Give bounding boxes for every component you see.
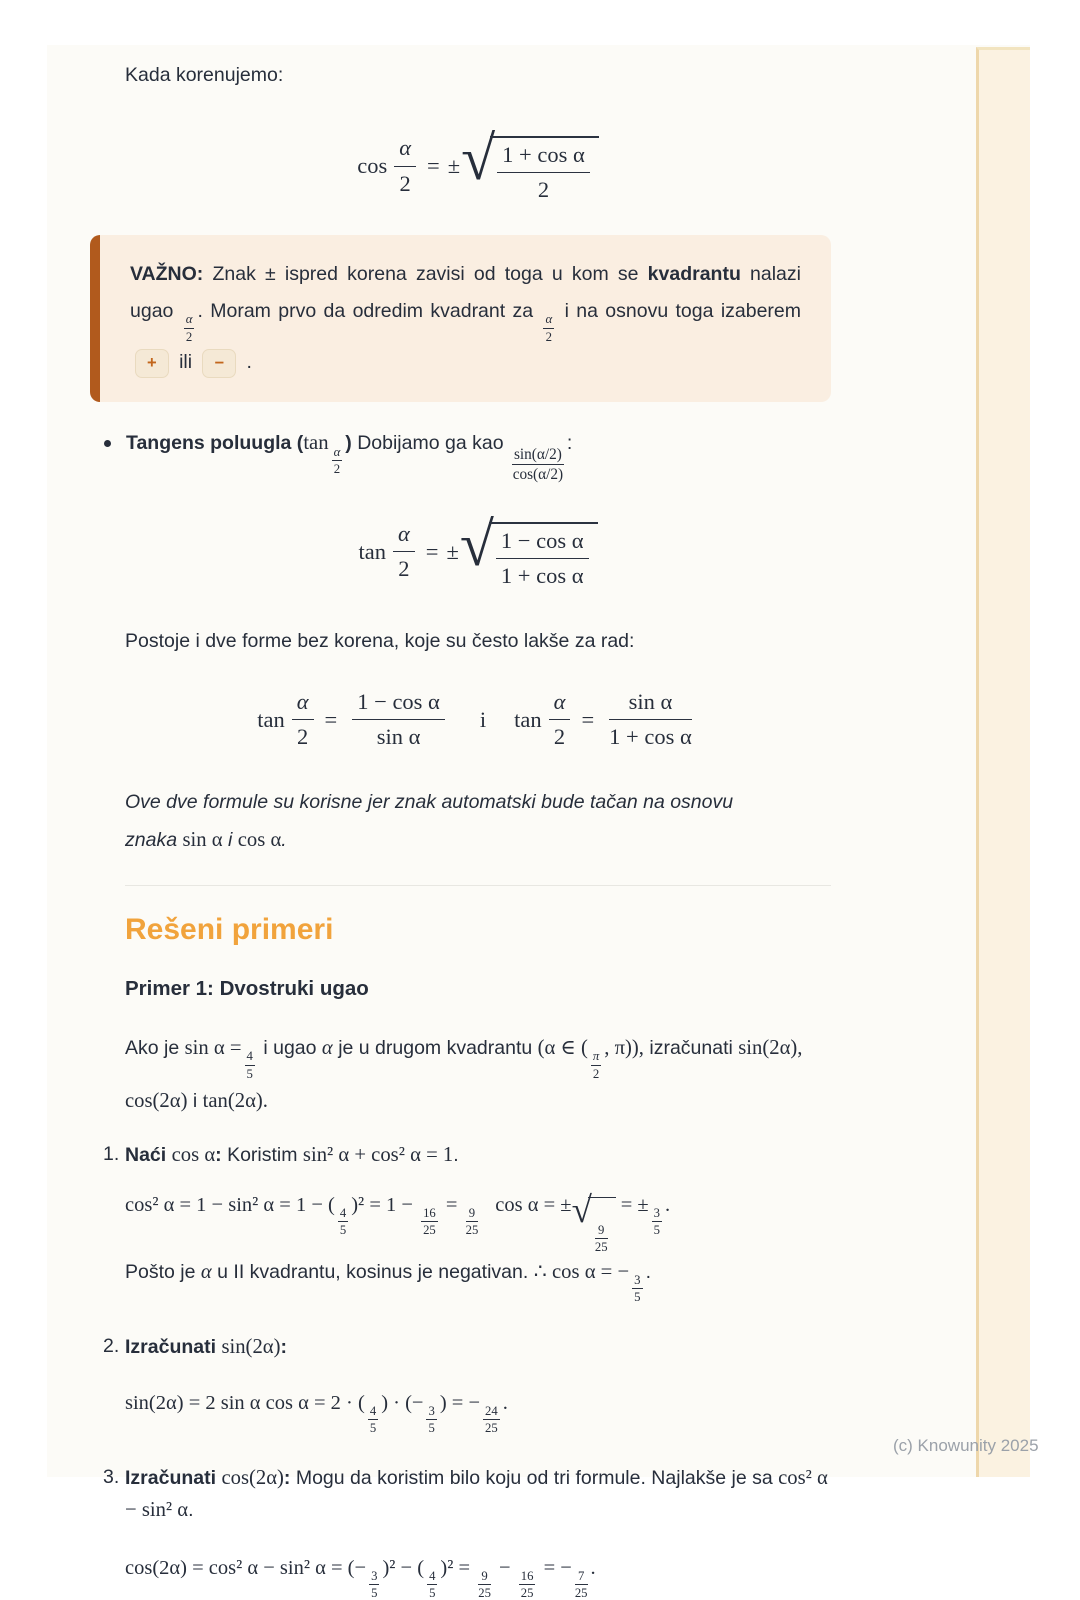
- radical-sign: √: [461, 124, 496, 193]
- step-formula: cos(2α) = cos² α − sin² α = (− $\frac{3}{5}$ )² − ( $\frac{4}{5}$ )² = $\frac{9}{25}$ − $\frac{16}{25}$ = − $\frac{7}{25}$ .: [125, 1556, 596, 1600]
- conjunction: i: [479, 706, 487, 732]
- step-formula: cos² α = 1 − sin² α = 1 − ( $\frac{4}{5}$ )² = 1 − $\frac{16}{25}$ = $\frac{9}{25}$ cos α = ± √ $\frac{9}{25}$ = ± $\frac{3}{5}$ .: [125, 1189, 671, 1255]
- section-title: Rešeni primeri: [125, 912, 334, 946]
- note-italic: Ove dve formule su korisne jer znak automatski bude tačan na osnovu znaka sin α i cos α.: [125, 790, 734, 851]
- formula-cos-half-angle: cos $\frac{\alpha}{2}$ = ± √ $\frac{\text{1 + cos α}}{2}$: [125, 123, 831, 209]
- fraction: $\frac{\alpha}{2}$: [393, 520, 415, 583]
- bullet-dot: [104, 440, 111, 447]
- side-stripe: [976, 47, 1030, 1477]
- step-number: 2.: [103, 1334, 120, 1357]
- step-2: [103, 1331, 831, 1436]
- footer-credit: (c) Knowunity 2025: [893, 1436, 1039, 1455]
- radical-sign: √: [571, 1189, 592, 1231]
- fraction: $\frac{\alpha}{2}$: [394, 134, 416, 197]
- bullet-tangens-poluugla: [125, 428, 831, 483]
- document-content: [103, 45, 831, 1600]
- formula-tan-half-angle: tan $\frac{\alpha}{2}$ = ± √ $\frac{\text{1 − cos α}}{\text{1 + cos α}}$: [125, 509, 831, 595]
- step-title: Izračunati sin(2α):: [125, 1335, 287, 1358]
- square-root: √ $\frac{\text{1 − cos α}}{\text{1 + cos α}}$: [460, 514, 598, 590]
- callout-text: VAŽNO: Znak ± ispred korena zavisi od toga u kom se kvadrantu nalazi ugao $\frac{\alpha}{2}$ . Moram prvo da odredim kvadrant za $\frac{\alpha}{2}$ i na osnovu toga izaberem + ili − .: [130, 256, 801, 381]
- step-3: [103, 1462, 831, 1600]
- step-number: 3.: [103, 1465, 120, 1488]
- step-note: Pošto je α u II kvadrantu, kosinus je negativan. ∴ cos α = − $\frac{3}{5}$ .: [125, 1260, 651, 1305]
- step-number: 1.: [103, 1142, 120, 1165]
- plus-chip: +: [135, 349, 169, 378]
- step-title: Izračunati cos(2α): Mogu da koristim bilo koju od tri formule. Najlakše je sa cos² α − sin² α.: [125, 1466, 828, 1521]
- step-1: [103, 1139, 831, 1305]
- minus-chip: −: [202, 349, 236, 378]
- example-title: Primer 1: Dvostruki ugao: [125, 976, 369, 1000]
- formula-tan-alternative-forms: tan $\frac{\alpha}{2}$ = $\frac{\text{1 − cos α}}{\text{sin α}}$ i tan $\frac{\alpha}{2}$ = $\frac{\text{sin α}}{\text{1 + cos α}}$: [257, 689, 692, 750]
- solution-steps: [103, 1139, 831, 1600]
- important-callout: [90, 235, 831, 402]
- section-divider: [125, 885, 831, 886]
- square-root: √ $\frac{\text{1 + cos α}}{2}$: [461, 128, 599, 204]
- step-formula: sin(2α) = 2 sin α cos α = 2 · ( $\frac{4}{5}$ ) · (− $\frac{3}{5}$ ) = − $\frac{24}{25}$ .: [125, 1391, 508, 1436]
- two-forms-intro: Postoje i dve forme bez korena, koje su često lakše za rad:: [125, 629, 635, 652]
- radical-sign: √: [459, 510, 494, 579]
- bullet-text: Tangens poluugla (tan $\frac{\alpha}{2}$ ) Dobijamo ga kao $\frac{\sin(\alpha/2)}{\cos(\alpha/2)}$ :: [126, 432, 573, 483]
- page-card: [47, 45, 1030, 1600]
- step-title: Naći cos α: Koristim sin² α + cos² α = 1.: [125, 1143, 459, 1166]
- problem-statement: Ako je sin α = $\frac{4}{5}$ i ugao α je u drugom kvadrantu (α ∈ ( $\frac{\pi}{2}$ , π)), izračunati sin(2α), cos(2α) i tan(2α).: [125, 1036, 803, 1112]
- square-root: √ $\frac{9}{25}$: [572, 1192, 616, 1255]
- intro-text: Kada korenujemo:: [125, 64, 284, 86]
